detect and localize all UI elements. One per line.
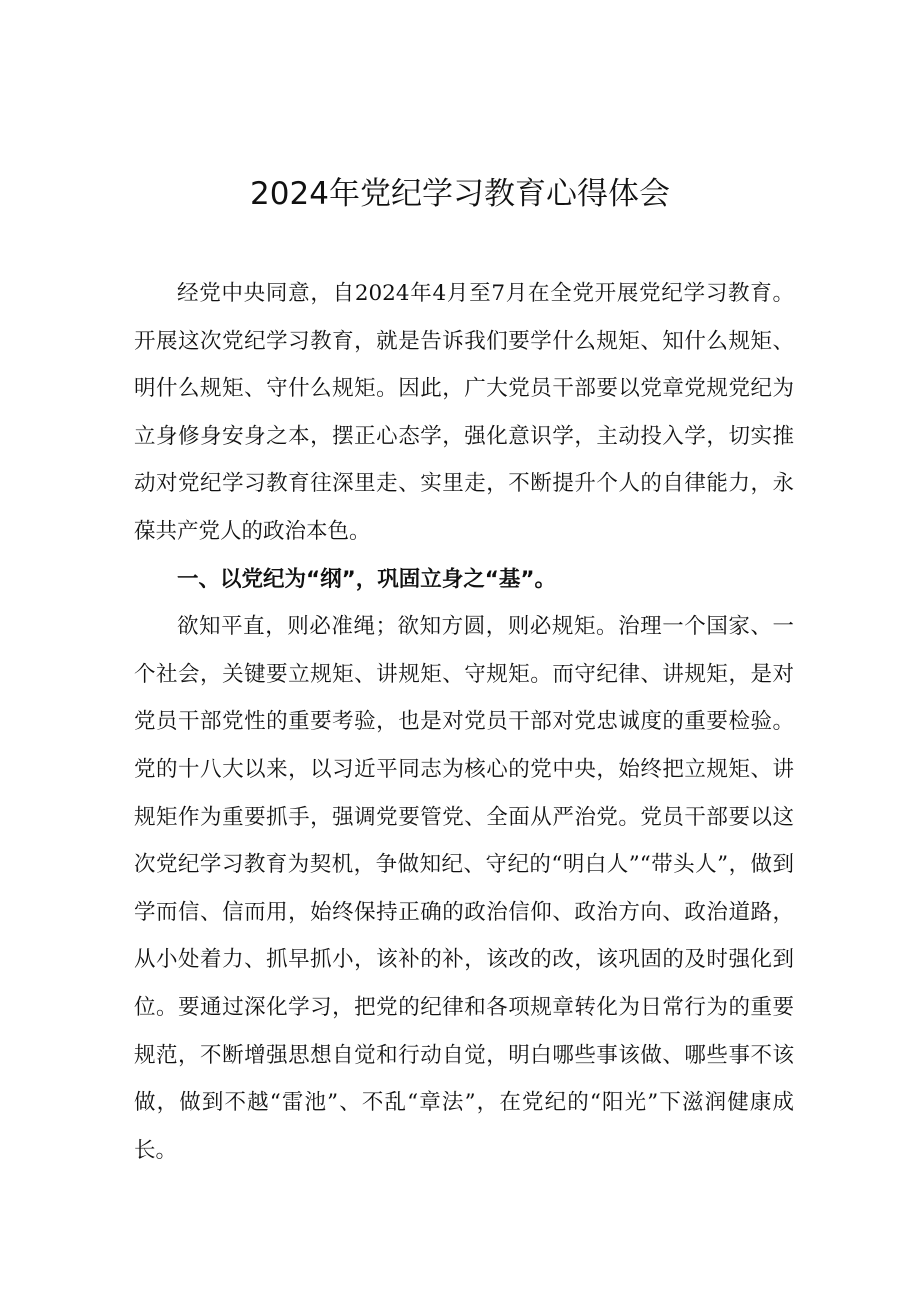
document-title: 2024年党纪学习教育心得体会 [250,176,670,212]
intro-paragraph: 经党中央同意，自2024年4月至7月在全党开展党纪学习教育。开展这次党纪学习教育，就是告诉我们要学什么规矩、知什么规矩、明什么规矩、守什么规矩。因此，广大党员干部要以党章党规党纪为立身修身安身之本，摆正心态学，强化意识学，主动投入学，切实推动对党纪学习教育往深里走、实里走，不断提升个人的自律能力，永葆共产党人的政治本色。 [134,281,794,544]
section-1-heading: 一、以党纪为“纲”，巩固立身之“基”。 [177,566,557,592]
document-body [134,270,794,1174]
section-1-paragraph: 欲知平直，则必准绳；欲知方圆，则必规矩。治理一个国家、一个社会，关键要立规矩、讲规矩、守规矩。而守纪律、讲规矩，是对党员干部党性的重要考验，也是对党员干部对党忠诚度的重要检验。党的十八大以来，以习近平同志为核心的党中央，始终把立规矩、讲规矩作为重要抓手，强调党要管党、全面从严治党。党员干部要以这次党纪学习教育为契机，争做知纪、守纪的“明白人”“带头人”，做到学而信、信而用，始终保持正确的政治信仰、政治方向、政治道路，从小处着力、抓早抓小，该补的补，该改的改，该巩固的及时强化到位。要通过深化学习，把党的纪律和各项规章转化为日常行为的重要规范，不断增强思想自觉和行动自觉，明白哪些事该做、哪些事不该做，做到不越“雷池”、不乱“章法”，在党纪的“阳光”下滋润健康成长。 [134,614,795,1163]
